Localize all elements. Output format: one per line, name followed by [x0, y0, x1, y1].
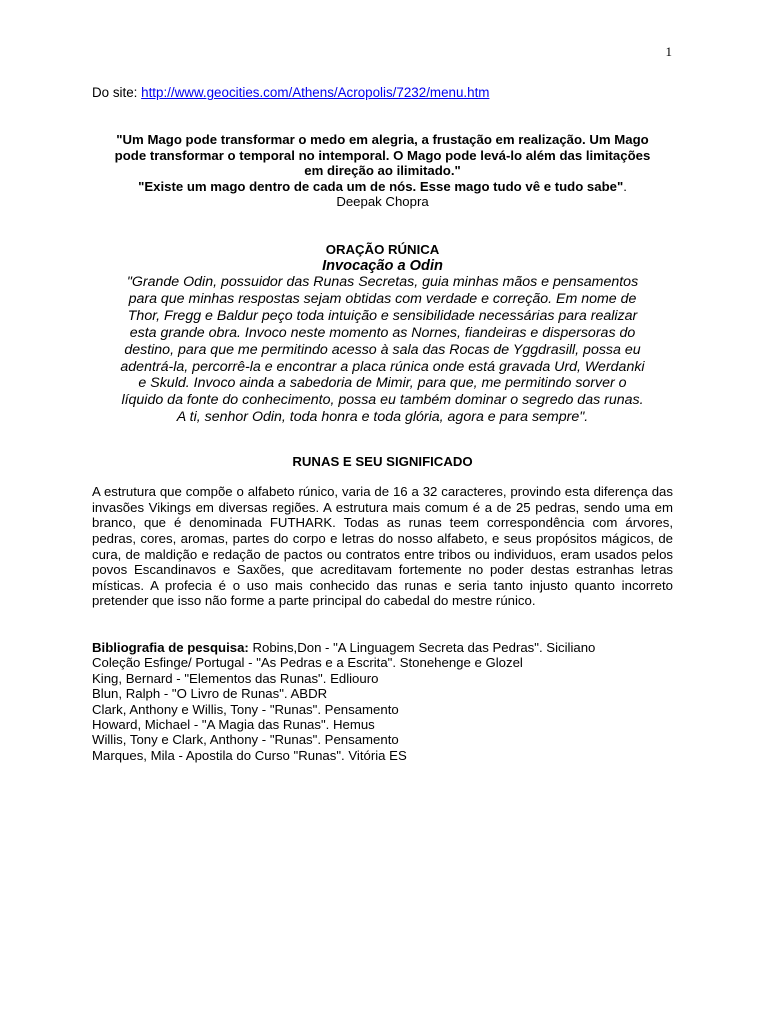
- bibliography-entry: Robins,Don - "A Linguagem Secreta das Pedras". Siciliano: [248, 639, 596, 655]
- quote-line: pode transformar o temporal no intemporal. O Mago pode levá-lo além das limitações: [114, 147, 651, 163]
- prayer-text: [92, 274, 673, 426]
- bibliography-entry: King, Bernard - "Elementos das Runas". Edliouro: [92, 670, 379, 686]
- bibliography-entry: Howard, Michael - "A Magia das Runas". Hemus: [92, 716, 375, 732]
- source-prefix: Do site:: [92, 85, 142, 100]
- bibliography-label: Bibliografia de pesquisa:: [92, 639, 249, 655]
- bibliography-entry: Blun, Ralph - "O Livro de Runas". ABDR: [92, 686, 328, 702]
- quote-line: "Um Mago pode transformar o medo em alegria, a frustação em realização. Um Mago: [116, 132, 649, 147]
- prayer-line: "Grande Odin, possuidor das Runas Secretas, guia minhas mãos e pensamentos: [126, 273, 639, 290]
- page-number: 1: [665, 44, 672, 59]
- prayer-line: esta grande obra. Invoco neste momento as Nornes, fiandeiras e dispersoras do: [129, 324, 636, 341]
- bibliography-entry: Willis, Tony e Clark, Anthony - "Runas". Pensamento: [92, 732, 399, 748]
- prayer-line: adentrá-la, percorrê-la e encontrar a placa rúnica onde está gravada Urd, Werdanki: [120, 358, 645, 375]
- prayer-subtitle: Invocação a Odin: [322, 257, 443, 274]
- quote-line-bold: "Existe um mago dentro de cada um de nós. Esse mago tudo vê e tudo sabe": [138, 178, 624, 194]
- quote-author: Deepak Chopra: [336, 194, 429, 210]
- prayer-line: e Skuld. Invoco ainda a sabedoria de Mimir, para que, me permitindo sorver o: [138, 375, 627, 392]
- quote-line-end: .: [623, 178, 627, 194]
- prayer-title: ORAÇÃO RÚNICA: [325, 241, 440, 257]
- document-body: [92, 84, 673, 763]
- quote-line: em direção ao ilimitado.": [304, 163, 461, 179]
- source-link[interactable]: http://www.geocities.com/Athens/Acropolis/7232/menu.htm: [141, 85, 490, 100]
- source-line: [92, 84, 673, 102]
- runes-section-text: A estrutura que compõe o alfabeto rúnico, varia de 16 a 32 caracteres, provindo esta diferença das invasões Vikings em diversas regiões. A estrutura mais comum é a de 25 pedras, sendo uma em branco, que é denominada FUTHARK. Todas as runas teem correspondência com árvores, pedras, cores, aromas, partes do corpo e letras do nosso alfabeto, e seus propósitos mágicos, de cura, de maldição e redação de pactos ou contratos entre tribos ou individuos, eram usados pelos povos Escandinavos e Saxões, que acreditavam fortemente no poder destas estranhas letras místicas. A profecia é o uso mais conhecido das runas e seria tanto injusto quanto incorreto pretender que isso não forme a parte principal do cabedal do mestre rúnico.: [92, 484, 673, 609]
- prayer-line: A ti, senhor Odin, toda honra e toda glória, agora e para sempre".: [176, 409, 589, 426]
- runes-section-title: RUNAS E SEU SIGNIFICADO: [292, 454, 473, 470]
- prayer-line: destino, para que me permitindo acesso à sala das Rocas de Yggdrasill, possa eu: [124, 341, 641, 358]
- bibliography: [92, 640, 673, 763]
- bibliography-first-entry: [92, 640, 673, 655]
- prayer-block: [92, 242, 673, 426]
- bibliography-entry: Coleção Esfinge/ Portugal - "As Pedras e a Escrita". Stonehenge e Glozel: [92, 655, 523, 671]
- prayer-line: para que minhas respostas sejam obtidas com verdade e correção. Em nome de: [128, 290, 637, 307]
- prayer-line: líquido da fonte do conhecimento, possa eu também dominar o segredo das runas.: [121, 392, 644, 409]
- bibliography-entry: Marques, Mila - Apostila do Curso "Runas". Vitória ES: [92, 747, 407, 763]
- quote-block: [92, 132, 673, 210]
- quote-line: [92, 179, 673, 195]
- prayer-line: Thor, Fregg e Baldur peço toda intuição e sensibilidade necessárias para realizar: [127, 307, 638, 324]
- bibliography-entry: Clark, Anthony e Willis, Tony - "Runas". Pensamento: [92, 701, 399, 717]
